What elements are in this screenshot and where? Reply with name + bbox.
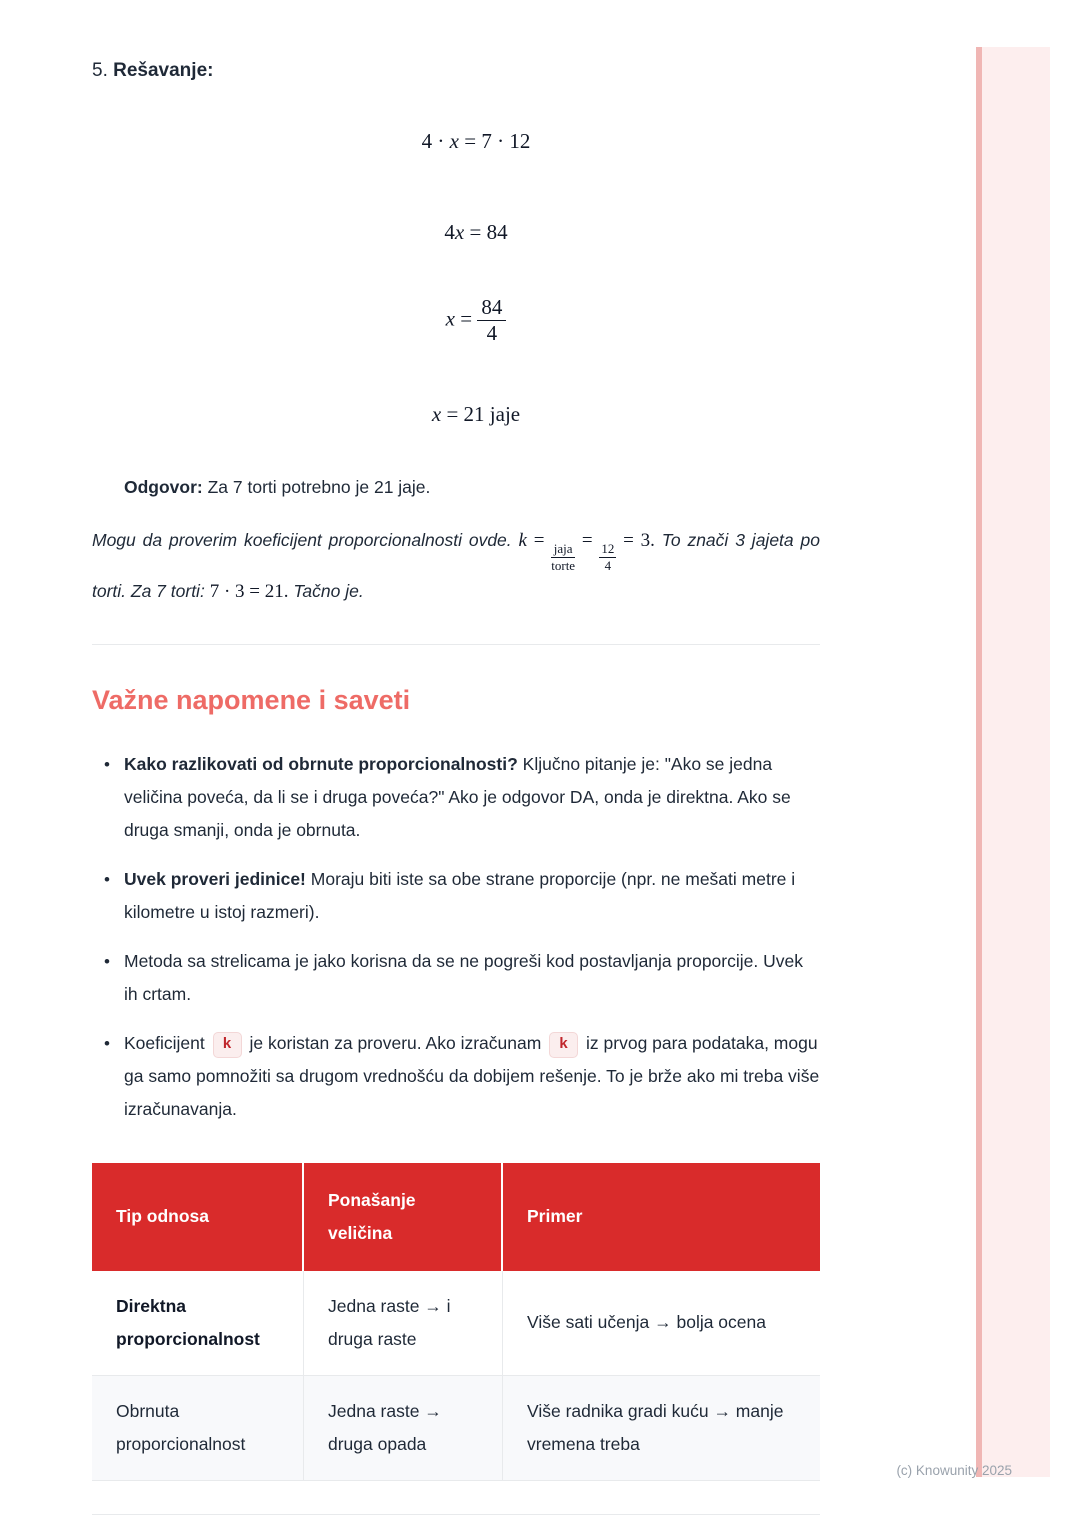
comparison-table — [92, 1163, 820, 1481]
step-title: Rešavanje: — [113, 60, 214, 81]
table-header-cell: Ponašanje veličina — [304, 1163, 503, 1271]
equation-line-1 — [132, 128, 820, 154]
eq3-variable: x — [445, 306, 455, 331]
list-item-lead: Kako razlikovati od obrnute proporcionalnosti? — [124, 753, 518, 774]
eq2-variable: x — [454, 220, 465, 244]
table-cell-type: Obrnuta proporcionalnost — [92, 1376, 304, 1481]
list-item-text: je koristan za proveru. Ako izračunam — [244, 1032, 547, 1053]
copyright-text: (c) Knowunity 2025 — [896, 1463, 1012, 1478]
equation-line-2 — [132, 219, 820, 245]
note-middle: To znači 3 jajeta po torti. Za 7 torti: — [92, 530, 820, 601]
list-item — [124, 863, 820, 929]
table-cell-type: Direktna proporcionalnost — [92, 1271, 304, 1376]
table-cell-example: Više sati učenja → bolja ocena — [503, 1271, 820, 1376]
fraction-denominator: 4 — [604, 557, 612, 573]
list-item — [124, 1027, 820, 1126]
equation-line-3 — [132, 295, 820, 346]
table-cell-example: Više radnika gradi kuću → manje vremena treba — [503, 1376, 820, 1481]
list-item-text: iz prvog para podataka, mogu ga samo pomnožiti sa drugom vrednošću da dobijem rešenje. To je brže ako mi treba više izračunavanja. — [124, 1032, 820, 1119]
document-page — [92, 0, 820, 1515]
note-lead: Mogu da proverim koeficijent proporcionalnosti ovde. — [92, 530, 519, 551]
fraction-denominator: torte — [551, 557, 576, 573]
eq2-rhs: = 84 — [464, 220, 508, 244]
inline-fraction-words — [551, 541, 575, 573]
table-header-row — [92, 1163, 820, 1271]
answer-label: Odgovor: — [124, 477, 203, 498]
table-header-cell: Primer — [503, 1163, 820, 1271]
eq1-coefficient: 4 · — [421, 129, 450, 153]
equals-sign: = — [575, 530, 600, 552]
fraction-numerator: jaja — [551, 541, 575, 558]
inline-code-k: k — [549, 1032, 578, 1058]
table-header-cell: Tip odnosa — [92, 1163, 304, 1271]
equation-result: = 3. — [616, 530, 655, 552]
answer-line — [92, 473, 820, 501]
table-cell-behavior: Jedna raste → i druga raste — [304, 1271, 503, 1376]
list-item-lead: Uvek proveri jedinice! — [124, 868, 306, 889]
inline-calculation: 7 · 3 = 21. — [209, 580, 289, 602]
footer-divider — [92, 1514, 820, 1515]
notes-list — [92, 748, 820, 1126]
list-item-text: Ključno pitanje je: "Ako se jedna veličina poveća, da li se i druga poveća?" Ako je odgovor DA, onda je direktna. Ako se druga smanji, onda je obrnuta. — [124, 753, 791, 840]
inline-code-k: k — [213, 1032, 242, 1058]
list-item-text: Koeficijent — [124, 1032, 210, 1053]
table-cell-behavior: Jedna raste → druga opada — [304, 1376, 503, 1481]
list-item-text: Moraju biti iste sa obe strane proporcije (npr. ne mešati metre i kilometre u istoj razmeri). — [124, 868, 796, 922]
section-divider — [92, 644, 820, 645]
eq4-result: = 21 jaje — [441, 402, 521, 427]
list-item — [124, 945, 820, 1011]
fraction-denominator: 4 — [486, 321, 498, 346]
eq2-coefficient: 4 — [444, 220, 455, 244]
section-heading: Važne napomene i saveti — [92, 684, 411, 715]
note-tail: Tačno je. — [288, 580, 364, 601]
answer-text: Za 7 torti potrebno je 21 jaje. — [202, 477, 431, 498]
eq3-equals: = — [454, 306, 478, 331]
fraction-numerator: 12 — [601, 541, 615, 557]
eq1-variable: x — [449, 129, 459, 153]
eq4-variable: x — [431, 402, 442, 427]
verification-note — [92, 523, 820, 608]
inline-fraction-numbers — [599, 541, 616, 573]
fraction — [477, 295, 506, 346]
equation-line-4 — [132, 401, 820, 427]
table-row — [92, 1271, 820, 1376]
step-number: 5. — [92, 60, 114, 81]
equals-sign: = — [526, 530, 552, 552]
sidebar-accent-bar — [976, 47, 1050, 1477]
fraction-numerator: 84 — [477, 295, 506, 321]
k-variable: k — [518, 530, 527, 552]
step-heading — [92, 0, 820, 85]
inline-math — [518, 530, 655, 573]
list-item — [124, 748, 820, 847]
list-item-text: Metoda sa strelicama je jako korisna da se ne pogreši kod postavljanja proporcije. Uvek ih crtam. — [124, 950, 803, 1004]
eq1-rhs: = 7 · 12 — [458, 129, 531, 153]
table-row — [92, 1376, 820, 1481]
